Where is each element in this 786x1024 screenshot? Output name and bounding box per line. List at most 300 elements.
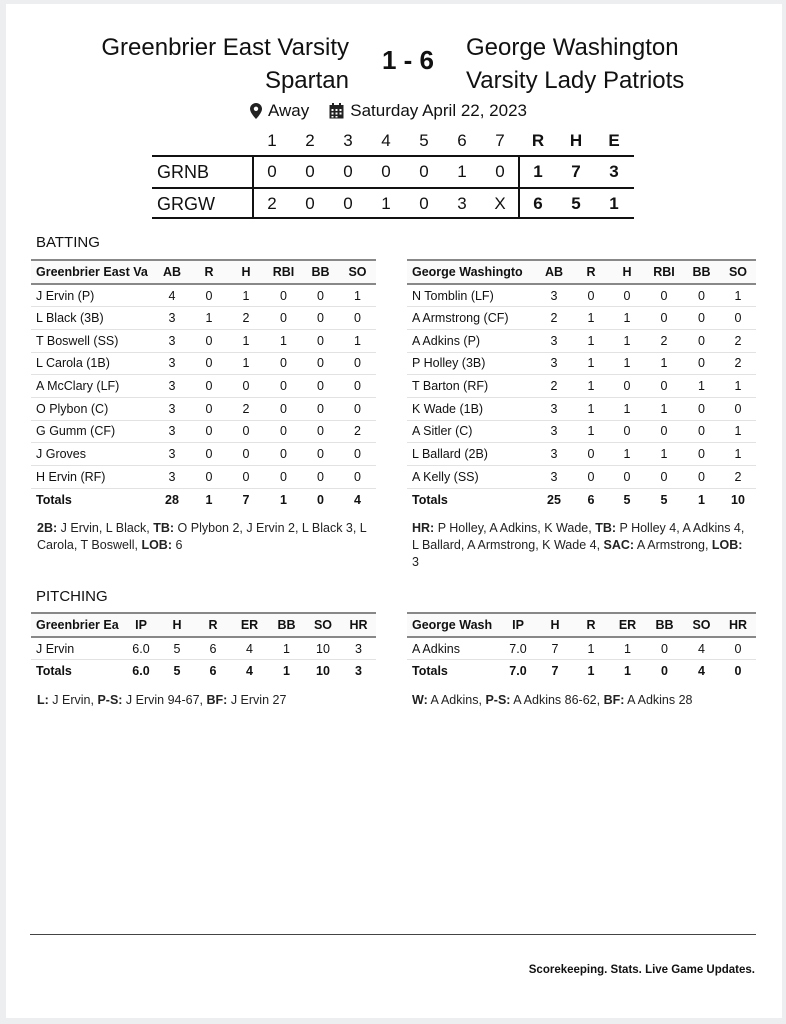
stat-cell: 0 — [302, 307, 339, 330]
col-hr: HR — [720, 613, 756, 637]
totals-cell: 0 — [661, 664, 668, 679]
stat-cell: 0 — [191, 397, 227, 420]
stat-cell: 0 — [227, 443, 265, 466]
stat-cell: 0 — [302, 397, 339, 420]
stat-cell: 1 — [265, 329, 302, 352]
linescore-inning: 3 — [457, 194, 467, 213]
map-pin-icon — [250, 103, 262, 119]
player-name: L Ballard (2B) — [407, 443, 535, 466]
pitching-table-home — [31, 612, 376, 682]
table-row — [31, 466, 376, 489]
table-row — [407, 420, 756, 443]
stat-cell: 0 — [265, 443, 302, 466]
linescore-team: GRNB — [157, 162, 210, 182]
totals-cell: 5 — [623, 492, 631, 507]
stat-cell: 3 — [535, 420, 573, 443]
totals-cell: 7 — [551, 664, 559, 679]
game-meta — [250, 101, 527, 121]
stat-cell: 0 — [302, 443, 339, 466]
table-row — [407, 466, 756, 489]
stat-cell: 0 — [302, 352, 339, 375]
stat-cell: 2 — [227, 397, 265, 420]
stat-cell: 1 — [227, 284, 265, 307]
stat-cell: 0 — [265, 397, 302, 420]
stat-cell: 0 — [720, 637, 756, 660]
table-row — [31, 397, 376, 420]
table-row — [407, 397, 756, 420]
note-key: 2B: — [37, 521, 58, 535]
col-ab: AB — [535, 260, 573, 284]
stat-cell: 0 — [265, 284, 302, 307]
stat-cell: 1 — [720, 420, 756, 443]
col-so: SO — [720, 260, 756, 284]
totals-row — [31, 660, 376, 683]
batting-table-away — [407, 259, 756, 511]
stat-cell: 1 — [573, 397, 609, 420]
batting-notes-home — [37, 520, 377, 554]
col-so: SO — [683, 613, 720, 637]
totals-cell: 4 — [698, 664, 705, 679]
stat-cell: 0 — [720, 397, 756, 420]
stat-cell: 0 — [609, 284, 645, 307]
player-name: P Holley (3B) — [407, 352, 535, 375]
batting-section-title: BATTING — [36, 234, 100, 251]
note-value: O Plybon 2, J Ervin 2, L Black 3, L Carola, T Boswell, — [37, 521, 367, 552]
linescore-row-home — [152, 155, 634, 187]
stat-cell: 0 — [720, 307, 756, 330]
note-key: BF: — [206, 693, 228, 707]
note-value: J Ervin, — [48, 693, 98, 707]
player-name: K Wade (1B) — [407, 397, 535, 420]
stat-cell: 10 — [305, 637, 341, 660]
player-name: J Ervin (P) — [31, 284, 153, 307]
stat-cell: 3 — [153, 307, 191, 330]
linescore-inning: 0 — [419, 194, 429, 213]
note-key: L: — [37, 693, 49, 707]
stat-cell: 0 — [227, 375, 265, 398]
totals-label: Totals — [36, 492, 72, 507]
totals-cell: 5 — [660, 492, 668, 507]
col-ab: AB — [153, 260, 191, 284]
col-rbi: RBI — [645, 260, 683, 284]
note-value: A Adkins 86-62, — [510, 693, 604, 707]
stat-cell: 3 — [535, 443, 573, 466]
note-value: J Ervin 27 — [227, 693, 287, 707]
totals-cell: 1 — [624, 664, 631, 679]
linescore-runs: 6 — [533, 194, 543, 213]
linescore-inning: 0 — [267, 162, 277, 181]
col-ip: IP — [499, 613, 537, 637]
pitching-team-header: George Wash — [407, 613, 499, 637]
stat-cell: 0 — [683, 466, 720, 489]
stat-cell: 0 — [683, 352, 720, 375]
stat-cell: 2 — [720, 352, 756, 375]
totals-cell: 6.0 — [132, 664, 150, 679]
note-value: P Holley, A Adkins, K Wade, — [434, 521, 596, 535]
home-team-name — [101, 31, 349, 97]
stat-cell: 0 — [573, 466, 609, 489]
stat-cell: 1 — [720, 443, 756, 466]
totals-cell: 7.0 — [509, 664, 527, 679]
stat-cell: 3 — [153, 420, 191, 443]
stat-cell: 0 — [683, 284, 720, 307]
linescore-inning: 2 — [267, 194, 277, 213]
stat-cell: 7.0 — [499, 637, 537, 660]
player-name: N Tomblin (LF) — [407, 284, 535, 307]
linescore-inning: 1 — [457, 162, 467, 181]
linescore-header-7: 7 — [495, 131, 505, 150]
totals-label: Totals — [412, 492, 448, 507]
note-value: 3 — [412, 555, 419, 569]
col-bb: BB — [268, 613, 305, 637]
stat-cell: 0 — [646, 637, 683, 660]
away-team-name-line2: Varsity Lady Patriots — [466, 67, 685, 94]
col-r: R — [573, 260, 609, 284]
col-r: R — [191, 260, 227, 284]
linescore-inning: 0 — [343, 162, 353, 181]
stat-cell: 2 — [535, 375, 573, 398]
table-row — [407, 329, 756, 352]
stat-cell: 3 — [153, 375, 191, 398]
stat-cell: 0 — [645, 375, 683, 398]
stat-cell: 3 — [535, 397, 573, 420]
note-key: P-S: — [485, 693, 511, 707]
totals-cell: 6 — [587, 492, 595, 507]
home-team-name-line2: Spartan — [264, 67, 349, 94]
away-team-name-line1: George Washington — [466, 34, 679, 61]
linescore-errors: 3 — [609, 162, 619, 181]
stat-cell: 0 — [191, 466, 227, 489]
stat-cell: 1 — [573, 352, 609, 375]
stat-cell: 0 — [191, 375, 227, 398]
totals-cell: 0 — [317, 492, 324, 507]
stat-cell: 0 — [302, 466, 339, 489]
col-bb: BB — [646, 613, 683, 637]
footer-tagline: Scorekeeping. Stats. Live Game Updates. — [528, 964, 755, 976]
table-row — [407, 637, 756, 660]
batting-header-row — [31, 260, 376, 284]
totals-label: Totals — [36, 664, 72, 679]
totals-cell: 10 — [316, 664, 330, 679]
stat-cell: 1 — [339, 329, 376, 352]
player-name: G Gumm (CF) — [31, 420, 153, 443]
game-location: Away — [268, 101, 310, 120]
stat-cell: 3 — [535, 352, 573, 375]
totals-row — [31, 488, 376, 511]
stat-cell: 0 — [339, 307, 376, 330]
player-name: A Armstrong (CF) — [407, 307, 535, 330]
player-name: A Adkins — [407, 637, 499, 660]
stat-cell: 3 — [153, 466, 191, 489]
table-row — [31, 352, 376, 375]
stat-cell: 1 — [609, 329, 645, 352]
col-rbi: RBI — [265, 260, 302, 284]
stat-cell: 3 — [153, 329, 191, 352]
stat-cell: 0 — [302, 420, 339, 443]
linescore-runs: 1 — [533, 162, 543, 181]
totals-cell: 5 — [173, 664, 181, 679]
stat-cell: 2 — [339, 420, 376, 443]
linescore-inning: 0 — [495, 162, 505, 181]
linescore-inning: 0 — [305, 162, 315, 181]
col-bb: BB — [302, 260, 339, 284]
stat-cell: 0 — [302, 284, 339, 307]
batting-team-header: George Washingto — [407, 260, 535, 284]
col-er: ER — [231, 613, 268, 637]
totals-cell: 10 — [731, 492, 745, 507]
linescore-header-1: 1 — [267, 131, 277, 150]
stat-cell: 1 — [645, 397, 683, 420]
stat-cell: 0 — [339, 443, 376, 466]
totals-cell: 1 — [280, 492, 287, 507]
pitching-header-row — [407, 613, 756, 637]
stat-cell: 3 — [153, 443, 191, 466]
totals-cell: 7 — [242, 492, 250, 507]
note-key: TB: — [595, 521, 617, 535]
table-row — [31, 307, 376, 330]
stat-cell: 0 — [339, 375, 376, 398]
totals-row — [407, 488, 756, 511]
col-r: R — [573, 613, 609, 637]
totals-cell: 6 — [209, 664, 217, 679]
note-value: A Adkins, — [427, 693, 486, 707]
stat-cell: 0 — [645, 420, 683, 443]
table-row — [31, 420, 376, 443]
col-h: H — [537, 613, 573, 637]
stat-cell: 1 — [609, 637, 646, 660]
stat-cell: 1 — [609, 443, 645, 466]
col-so: SO — [305, 613, 341, 637]
col-ip: IP — [123, 613, 159, 637]
stat-cell: 0 — [191, 329, 227, 352]
table-row — [31, 284, 376, 307]
stat-cell: 0 — [609, 420, 645, 443]
totals-label: Totals — [412, 664, 448, 679]
stat-cell: 2 — [535, 307, 573, 330]
game-date: Saturday April 22, 2023 — [350, 101, 527, 120]
linescore-header-5: 5 — [419, 131, 429, 150]
linescore-errors: 1 — [609, 194, 619, 213]
stat-cell: 0 — [645, 466, 683, 489]
linescore-inning: 0 — [305, 194, 315, 213]
stat-cell: 5 — [159, 637, 195, 660]
stat-cell: 3 — [535, 466, 573, 489]
stat-cell: 1 — [573, 375, 609, 398]
stat-cell: 3 — [341, 637, 376, 660]
stat-cell: 4 — [153, 284, 191, 307]
linescore-hits: 5 — [571, 194, 581, 213]
linescore-header-e: E — [608, 131, 620, 150]
stat-cell: 1 — [720, 284, 756, 307]
note-value: 6 — [172, 538, 183, 552]
batting-table-home — [31, 259, 376, 511]
pitching-team-header: Greenbrier Ea — [31, 613, 123, 637]
away-team-name — [466, 31, 684, 97]
totals-cell: 25 — [547, 492, 561, 507]
linescore-inning: 0 — [419, 162, 429, 181]
linescore-inning: X — [494, 194, 506, 213]
pitching-table-away — [407, 612, 756, 682]
stat-cell: 0 — [609, 466, 645, 489]
stat-cell: 2 — [645, 329, 683, 352]
note-value: A Armstrong, — [634, 538, 712, 552]
linescore-header-h: H — [569, 131, 583, 150]
linescore-header-r: R — [531, 131, 545, 150]
stat-cell: 4 — [231, 637, 268, 660]
stat-cell: 1 — [609, 307, 645, 330]
player-name: A Sitler (C) — [407, 420, 535, 443]
linescore-inning: 0 — [381, 162, 391, 181]
pitching-notes-away — [412, 692, 752, 709]
col-r: R — [195, 613, 231, 637]
stat-cell: 7 — [537, 637, 573, 660]
stat-cell: 0 — [573, 443, 609, 466]
linescore-header-6: 6 — [457, 131, 467, 150]
table-row — [31, 637, 376, 660]
totals-cell: 1 — [283, 664, 290, 679]
note-value: A Adkins 28 — [624, 693, 693, 707]
linescore-header-3: 3 — [343, 131, 353, 150]
totals-cell: 1 — [587, 664, 595, 679]
calendar-icon — [329, 103, 344, 119]
totals-cell: 1 — [698, 492, 705, 507]
stat-cell: 1 — [573, 329, 609, 352]
stat-cell: 0 — [645, 307, 683, 330]
linescore-row-away — [152, 187, 634, 219]
col-h: H — [227, 260, 265, 284]
linescore-header — [0, 131, 786, 155]
stat-cell: 0 — [683, 329, 720, 352]
stat-cell: 1 — [645, 352, 683, 375]
col-h: H — [609, 260, 645, 284]
stat-cell: 0 — [191, 352, 227, 375]
col-hr: HR — [341, 613, 376, 637]
linescore-header-2: 2 — [305, 131, 315, 150]
stat-cell: 1 — [227, 352, 265, 375]
note-key: SAC: — [603, 538, 635, 552]
linescore-team: GRGW — [157, 194, 215, 214]
totals-row — [407, 660, 756, 683]
player-name: L Black (3B) — [31, 307, 153, 330]
stat-cell: 2 — [227, 307, 265, 330]
batting-header-row — [407, 260, 756, 284]
home-team-name-line1: Greenbrier East Varsity — [101, 34, 349, 61]
linescore-inning: 1 — [381, 194, 391, 213]
stat-cell: 1 — [645, 443, 683, 466]
stat-cell: 3 — [153, 397, 191, 420]
player-name: O Plybon (C) — [31, 397, 153, 420]
note-value: J Ervin, L Black, — [57, 521, 154, 535]
player-name: A Kelly (SS) — [407, 466, 535, 489]
note-key: HR: — [412, 521, 435, 535]
table-row — [407, 375, 756, 398]
batting-notes-away — [412, 520, 752, 571]
totals-cell: 4 — [246, 664, 253, 679]
stat-cell: 3 — [535, 329, 573, 352]
stat-cell: 0 — [265, 352, 302, 375]
table-row — [407, 307, 756, 330]
table-row — [407, 352, 756, 375]
stat-cell: 1 — [191, 307, 227, 330]
player-name: A Adkins (P) — [407, 329, 535, 352]
player-name: A McClary (LF) — [31, 375, 153, 398]
note-key: LOB: — [141, 538, 173, 552]
player-name: J Ervin — [31, 637, 123, 660]
player-name: T Barton (RF) — [407, 375, 535, 398]
stat-cell: 0 — [339, 352, 376, 375]
totals-cell: 1 — [205, 492, 213, 507]
stat-cell: 0 — [227, 466, 265, 489]
note-value: P Holley 4, A Adkins 4, L Ballard, A Armstrong, K Wade 4, — [412, 521, 745, 552]
stat-cell: 0 — [265, 375, 302, 398]
stat-cell: 1 — [609, 352, 645, 375]
col-so: SO — [339, 260, 376, 284]
stat-cell: 0 — [191, 443, 227, 466]
stat-cell: 0 — [302, 375, 339, 398]
table-row — [407, 284, 756, 307]
pitching-section-title: PITCHING — [36, 588, 108, 605]
stat-cell: 0 — [339, 466, 376, 489]
stat-cell: 4 — [683, 637, 720, 660]
player-name: T Boswell (SS) — [31, 329, 153, 352]
table-row — [407, 443, 756, 466]
stat-cell: 0 — [573, 284, 609, 307]
note-key: W: — [412, 693, 428, 707]
footer-divider — [30, 934, 756, 935]
note-key: TB: — [153, 521, 175, 535]
pitching-header-row — [31, 613, 376, 637]
col-h: H — [159, 613, 195, 637]
player-name: L Carola (1B) — [31, 352, 153, 375]
totals-cell: 3 — [355, 664, 362, 679]
stat-cell: 2 — [720, 329, 756, 352]
stat-cell: 0 — [683, 307, 720, 330]
col-er: ER — [609, 613, 646, 637]
totals-cell: 28 — [165, 492, 179, 507]
stat-cell: 0 — [191, 284, 227, 307]
stat-cell: 1 — [268, 637, 305, 660]
col-bb: BB — [683, 260, 720, 284]
stat-cell: 1 — [720, 375, 756, 398]
table-row — [31, 443, 376, 466]
stat-cell: 1 — [609, 397, 645, 420]
note-key: P-S: — [97, 693, 123, 707]
stat-cell: 0 — [645, 284, 683, 307]
stat-cell: 2 — [720, 466, 756, 489]
note-key: BF: — [603, 693, 625, 707]
stat-cell: 1 — [683, 375, 720, 398]
stat-cell: 0 — [265, 307, 302, 330]
stat-cell: 0 — [683, 420, 720, 443]
totals-cell: 4 — [354, 492, 361, 507]
stat-cell: 6 — [195, 637, 231, 660]
stat-cell: 1 — [339, 284, 376, 307]
table-row — [31, 375, 376, 398]
stat-cell: 0 — [265, 466, 302, 489]
batting-team-header: Greenbrier East Va — [31, 260, 153, 284]
stat-cell: 6.0 — [123, 637, 159, 660]
stat-cell: 1 — [573, 307, 609, 330]
note-key: LOB: — [711, 538, 743, 552]
pitching-notes-home — [37, 692, 377, 709]
stat-cell: 1 — [227, 329, 265, 352]
linescore-hits: 7 — [571, 162, 581, 181]
stat-cell: 0 — [683, 443, 720, 466]
linescore-inning: 0 — [343, 194, 353, 213]
note-value: J Ervin 94-67, — [122, 693, 207, 707]
table-row — [31, 329, 376, 352]
linescore-header-4: 4 — [381, 131, 391, 150]
